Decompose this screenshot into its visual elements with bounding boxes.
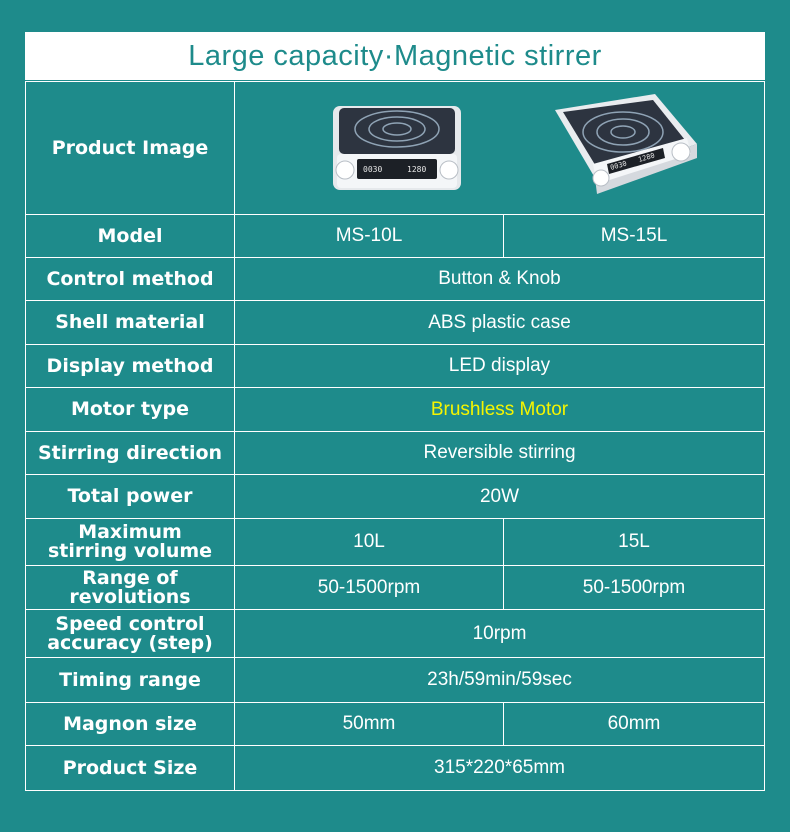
row-label-line: Speed control	[55, 612, 205, 635]
cell-value: Button & Knob	[235, 258, 765, 301]
table-row	[26, 746, 765, 791]
cell-value: LED display	[235, 345, 765, 388]
page-title: Large capacity·Magnetic stirrer	[188, 39, 602, 72]
product-image-ms15l	[535, 92, 705, 204]
row-label: Product Image	[26, 82, 235, 215]
table-row	[26, 258, 765, 301]
cell-value: 15L	[504, 519, 765, 566]
cell-value: 50-1500rpm	[504, 566, 765, 610]
cell-value: 50-1500rpm	[235, 566, 504, 610]
table-row	[26, 566, 765, 610]
table-row	[26, 610, 765, 658]
cell-value-highlight: Brushless Motor	[235, 388, 765, 432]
row-label-line: stirring volume	[47, 540, 213, 562]
row-label: Product Size	[26, 746, 235, 791]
cell-value: 10L	[235, 519, 504, 566]
display-readout-left: 0030	[363, 165, 383, 174]
row-label	[26, 519, 235, 566]
table-row	[26, 301, 765, 345]
table-row	[26, 703, 765, 746]
row-label: Magnon size	[26, 703, 235, 746]
spec-table	[25, 81, 765, 791]
row-label-line: Maximum	[78, 521, 182, 543]
row-label	[26, 566, 235, 610]
row-label: Model	[26, 215, 235, 258]
cell-value: MS-15L	[504, 215, 765, 258]
cell-value: 315*220*65mm	[235, 746, 765, 791]
title-bar	[25, 32, 765, 80]
cell-value: 10rpm	[235, 610, 765, 658]
table-row	[26, 432, 765, 475]
table-row	[26, 658, 765, 703]
row-label-line: accuracy (step)	[47, 631, 213, 654]
row-label: Shell material	[26, 301, 235, 345]
table-row	[26, 388, 765, 432]
table-row	[26, 519, 765, 566]
row-label: Timing range	[26, 658, 235, 703]
row-label: Stirring direction	[26, 432, 235, 475]
cell-value: 60mm	[504, 703, 765, 746]
cell-value: ABS plastic case	[235, 301, 765, 345]
display-readout-right: 1280	[637, 151, 656, 164]
table-row	[26, 345, 765, 388]
row-label	[26, 610, 235, 658]
cell-value: 20W	[235, 475, 765, 519]
row-label: Control method	[26, 258, 235, 301]
cell-value: Reversible stirring	[235, 432, 765, 475]
row-label: Motor type	[26, 388, 235, 432]
table-row	[26, 475, 765, 519]
display-readout-right: 1280	[407, 165, 427, 174]
cell-value: 50mm	[235, 703, 504, 746]
row-label: Display method	[26, 345, 235, 388]
display-readout-left: 0030	[609, 159, 628, 172]
product-image-ms10l	[327, 102, 467, 194]
product-image-cell	[235, 82, 765, 215]
row-label-line: Range of	[82, 566, 178, 589]
row-label-line: revolutions	[69, 585, 191, 608]
table-row	[26, 82, 765, 215]
cell-value: MS-10L	[235, 215, 504, 258]
row-label: Total power	[26, 475, 235, 519]
table-row	[26, 215, 765, 258]
cell-value: 23h/59min/59sec	[235, 658, 765, 703]
